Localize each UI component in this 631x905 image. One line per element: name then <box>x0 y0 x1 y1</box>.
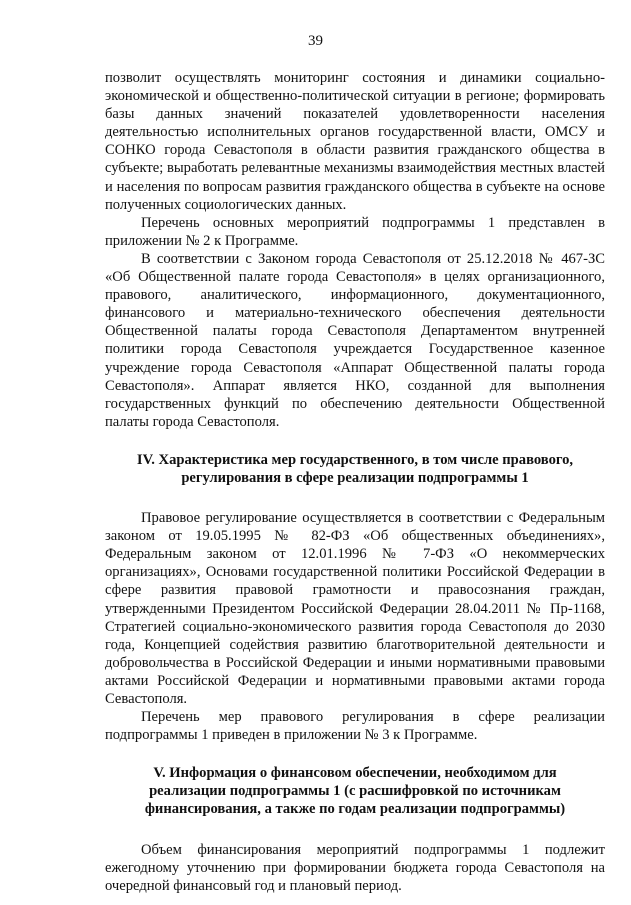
section-5-heading-line-2: реализации подпрограммы 1 (с расшифровкой по источникам <box>149 783 561 800</box>
page-number: 39 <box>308 33 323 49</box>
section-4-heading-line-1: IV. Характеристика мер государственного, в том числе правового, <box>136 451 574 468</box>
document-body <box>105 69 605 895</box>
section-4-heading-line-2: регулирования в сфере реализации подпрограммы 1 <box>181 469 529 486</box>
paragraph-financing: Объем финансирования мероприятий подпрограммы 1 подлежит ежегодному уточнению при формировании бюджета города Севастополя на очередной финансовый год и плановый период. <box>105 841 605 894</box>
paragraph-continuation: позволит осуществлять мониторинг состояния и динамики социально-экономической и общественно-политической ситуации в регионе; формировать базы данных значений показателей удовлетворенности населения деятельностью исполнительных органов государственной власти, ОМСУ и СОНКО города Севастополя в области развития гражданского общества в субъекте; выработать релевантные механизмы взаимодействия местных властей и населения по вопросам развития гражданского общества в субъекте на основе полученных социологических данных. <box>105 70 605 213</box>
paragraph-legal-measures-list: Перечень мер правового регулирования в сфере реализации подпрограммы 1 приведен в приложении № 3 к Программе. <box>105 709 605 744</box>
section-5-heading-line-1: V. Информация о финансовом обеспечении, необходимом для <box>153 765 557 782</box>
paragraph-activities-list: Перечень основных мероприятий подпрограммы 1 представлен в приложении № 2 к Программе. <box>105 214 605 249</box>
section-4-heading <box>105 451 605 487</box>
paragraph-public-chamber: В соответствии с Законом города Севастополя от 25.12.2018 № 467-ЗС «Об Общественной палате города Севастополя» в целях организационного, правового, аналитического, информационного, документационного, финансового и материально-технического обеспечения деятельности Общественной палаты города Севастополя Департаментом внутренней политики города Севастополя учреждается Государственное казенное учреждение города Севастополя «Аппарат Общественной палаты города Севастополя». Аппарат является НКО, созданной для выполнения государственных функций по обеспечению деятельности Общественной палаты города Севастополя. <box>105 250 605 430</box>
section-5-heading-line-3: финансирования, а также по годам реализации подпрограммы) <box>144 801 566 818</box>
paragraph-legal-regulation: Правовое регулирование осуществляется в соответствии с Федеральным законом от 19.05.1995 № 82-ФЗ «Об общественных объединениях», Федеральным законом от 12.01.1996 № 7-ФЗ «О некоммерческих организациях», Основами государственной политики Российской Федерации в сфере развития правовой грамотности и правосознания граждан, утвержденными Президентом Российской Федерации 28.04.2011 № Пр-1168, Стратегией социально-экономического развития города Севастополя до 2030 года, Концепцией содействия развитию благотворительной деятельности и добровольчества в Российской Федерации и иными нормативными правовыми актами Российской Федерации и нормативными правовыми актами города Севастополя. <box>105 510 605 707</box>
section-5-heading <box>105 764 605 818</box>
